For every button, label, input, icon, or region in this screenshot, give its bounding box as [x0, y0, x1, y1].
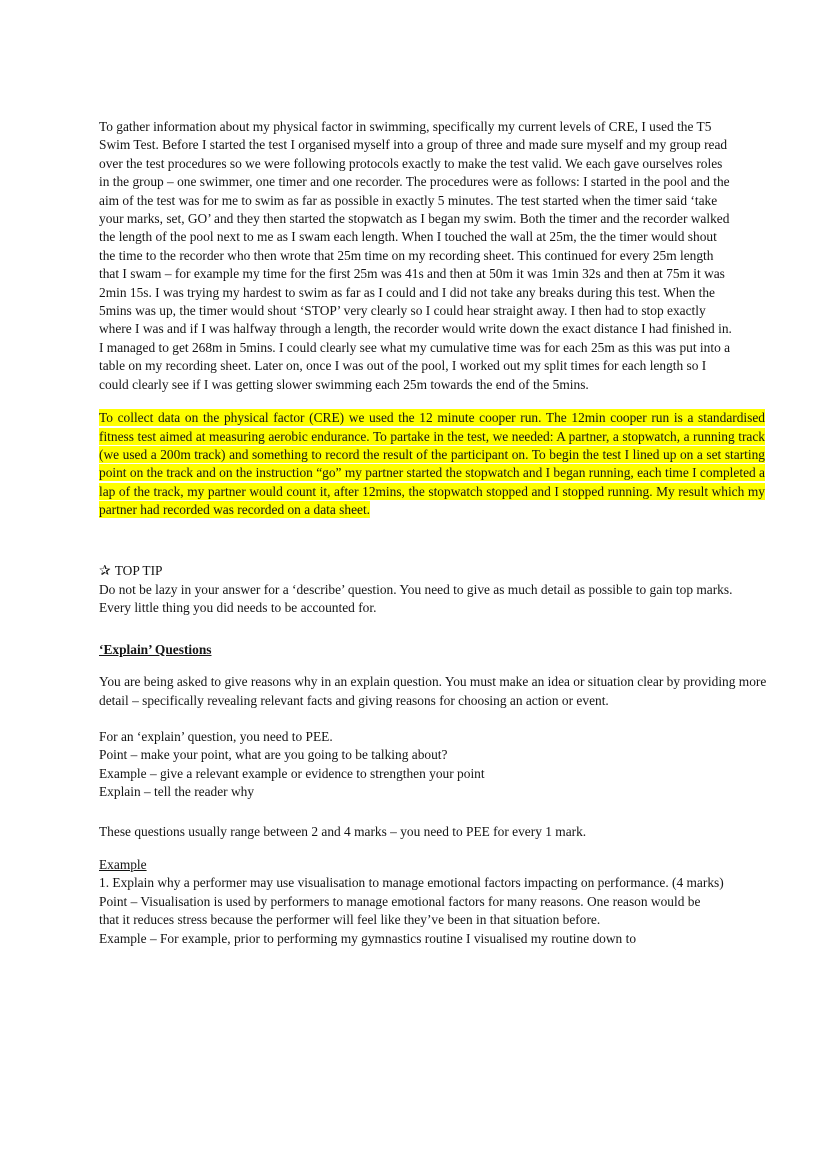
pee-instructions	[99, 728, 765, 802]
pee-line-point: Point – make your point, what are you going to be talking about?	[99, 747, 448, 763]
example-point-paragraph: Point – Visualisation is used by performers to manage emotional factors for many reasons. One reason would be that it reduces stress because the performer will feel like they’ve been in that situation before.	[99, 893, 701, 928]
example-heading: Example	[99, 857, 147, 872]
explain-intro-paragraph: You are being asked to give reasons why in an explain question. You must make an idea or situation clear by providing more detail – specifically revealing relevant facts and giving reasons for choosing an action or event.	[99, 674, 767, 708]
top-tip-body: Do not be lazy in your answer for a ‘describe’ question. You need to give as much detail as possible to gain top marks. Every little thing you did needs to be accounted for.	[99, 581, 733, 616]
pee-line-example: Example – give a relevant example or evidence to strengthen your point	[99, 765, 485, 781]
top-tip-heading	[99, 562, 765, 581]
paragraph-swim-test: To gather information about my physical factor in swimming, specifically my current levels of CRE, I used the T5 Swim Test. Before I started the test I organised myself into a group of three and made sure myself and my group read over the test procedures so we were following protocols exactly to make the test valid. We each gave ourselves roles in the group – one swimmer, one timer and one recorder. The procedures were as follows: I started in the pool and the aim of the test was for me to swim as far as possible in exactly 5 minutes. The test started when the timer said ‘take your marks, set, GO’ and they then started the stopwatch as I began my swim. Both the timer and the recorder walked the length of the pool next to me as I swam each length. When I touched the wall at 25m, the the timer would shout the time to the recorder who then wrote that 25m time on my recording sheet. This continued for every 25m length that I swam – for example my time for the first 25m was 41s and then at 50m it was 1min 32s and then at 75m it was 2min 15s. I was trying my hardest to swim as far as I could and I did not take any breaks during this test. When the 5mins was up, the timer would shout ‘STOP’ very clearly so I could hear straight away. I then had to stop exactly where I was and if I was halfway through a length, the recorder would write down the exact distance I had finished in. I managed to get 268m in 5mins. I could clearly see what my cumulative time was for each 25m as this was put into a table on my recording sheet. Later on, once I was out of the pool, I worked out my split times for each length so I could clearly see if I was getting slower swimming each 25m towards the end of the 5mins.	[99, 119, 732, 392]
highlighted-text-cooper-run: To collect data on the physical factor (CRE) we used the 12 minute cooper run. The 12min cooper run is a standardised fitness test aimed at measuring aerobic endurance. To partake in the test, we needed: A partner, a stopwatch, a running track (we used a 200m track) and something to record the result of the participant on. To begin the test I lined up on a set starting point on the track and on the instruction “go” my partner started the stopwatch and I began running, each time I completed a lap of the track, my partner would count it, after 12mins, the stopwatch stopped and I stopped running. My result which my partner had recorded was recorded on a data sheet.	[99, 410, 765, 518]
pee-line-explain: Explain – tell the reader why	[99, 784, 255, 800]
top-tip-label: TOP TIP	[114, 562, 163, 578]
explain-questions-heading: ‘Explain’ Questions	[99, 641, 212, 657]
example-question: 1. Explain why a performer may use visualisation to manage emotional factors impacting on performance. (4 marks)	[99, 875, 724, 891]
top-tip-section	[99, 562, 765, 618]
document-content	[99, 118, 765, 948]
pee-line-intro: For an ‘explain’ question, you need to PEE.	[99, 728, 333, 744]
paragraph-cooper-run	[99, 409, 765, 519]
star-icon: ✰	[99, 563, 111, 579]
marks-note: These questions usually range between 2 and 4 marks – you need to PEE for every 1 mark.	[99, 823, 587, 839]
example-section	[99, 874, 765, 948]
example-example-paragraph: Example – For example, prior to performing my gymnastics routine I visualised my routine down to	[99, 930, 637, 946]
